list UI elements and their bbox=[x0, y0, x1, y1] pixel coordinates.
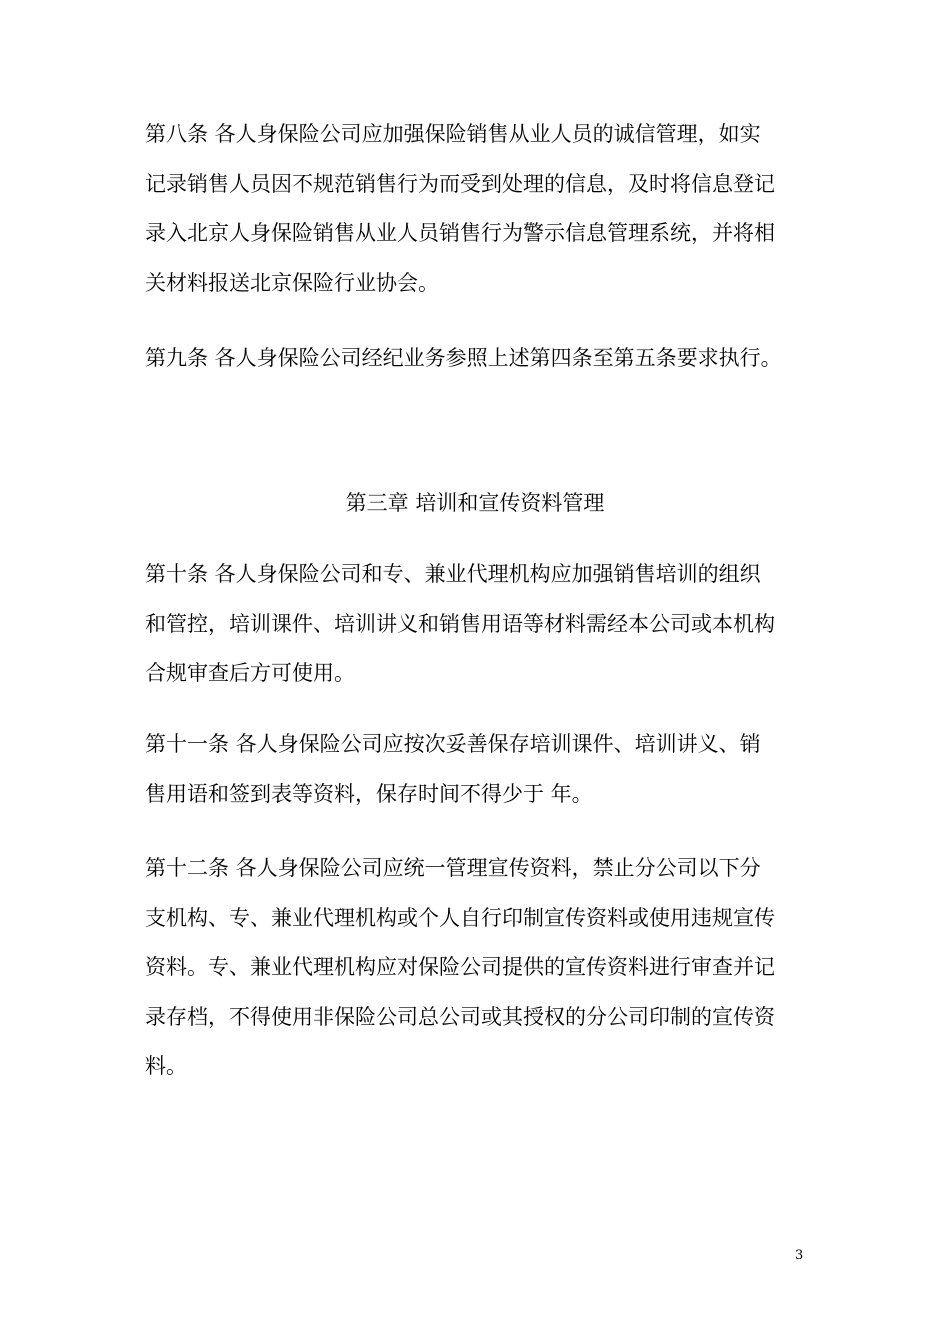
article-8 bbox=[145, 110, 825, 308]
article-9 bbox=[145, 334, 825, 384]
article-10-line: 合规审查后方可使用。 bbox=[145, 661, 355, 685]
chapter-3-title: 第三章 培训和宣传资料管理 bbox=[345, 491, 605, 515]
article-8-line: 记录销售人员因不规范销售行为而受到处理的信息，及时将信息登记 bbox=[145, 171, 775, 196]
article-8-line: 录入北京人身保险销售从业人员销售行为警示信息管理系统，并将相 bbox=[145, 221, 775, 245]
article-12-line: 第十二条 各人身保险公司应统一管理宣传资料，禁止分公司以下分 bbox=[145, 856, 761, 880]
article-11 bbox=[145, 720, 825, 819]
article-12-line: 支机构、专、兼业代理机构或个人自行印制宣传资料或使用违规宣传 bbox=[145, 905, 775, 930]
article-8-line: 关材料报送北京保险行业协会。 bbox=[145, 270, 439, 295]
article-12-line: 资料。专、兼业代理机构应对保险公司提供的宣传资料进行审查并记 bbox=[145, 955, 775, 979]
article-12-line: 录存档，不得使用非保险公司总公司或其授权的分公司印制的宣传资 bbox=[145, 1004, 775, 1029]
article-10 bbox=[145, 550, 825, 699]
article-8-line: 第八条 各人身保险公司应加强保险销售从业人员的诚信管理，如实 bbox=[145, 122, 761, 146]
article-12 bbox=[145, 844, 825, 1092]
article-11-line: 售用语和签到表等资料，保存时间不得少于 年。 bbox=[145, 781, 593, 806]
article-10-line: 第十条 各人身保险公司和专、兼业代理机构应加强销售培训的组织 bbox=[145, 562, 761, 586]
page-number: 3 bbox=[795, 1248, 804, 1263]
article-12-line: 料。 bbox=[145, 1054, 187, 1078]
article-9-line: 第九条 各人身保险公司经纪业务参照上述第四条至第五条要求执行。 bbox=[145, 346, 782, 370]
article-11-line: 第十一条 各人身保险公司应按次妥善保存培训课件、培训讲义、销 bbox=[145, 732, 761, 756]
article-10-line: 和管控，培训课件、培训讲义和销售用语等材料需经本公司或本机构 bbox=[145, 611, 775, 636]
